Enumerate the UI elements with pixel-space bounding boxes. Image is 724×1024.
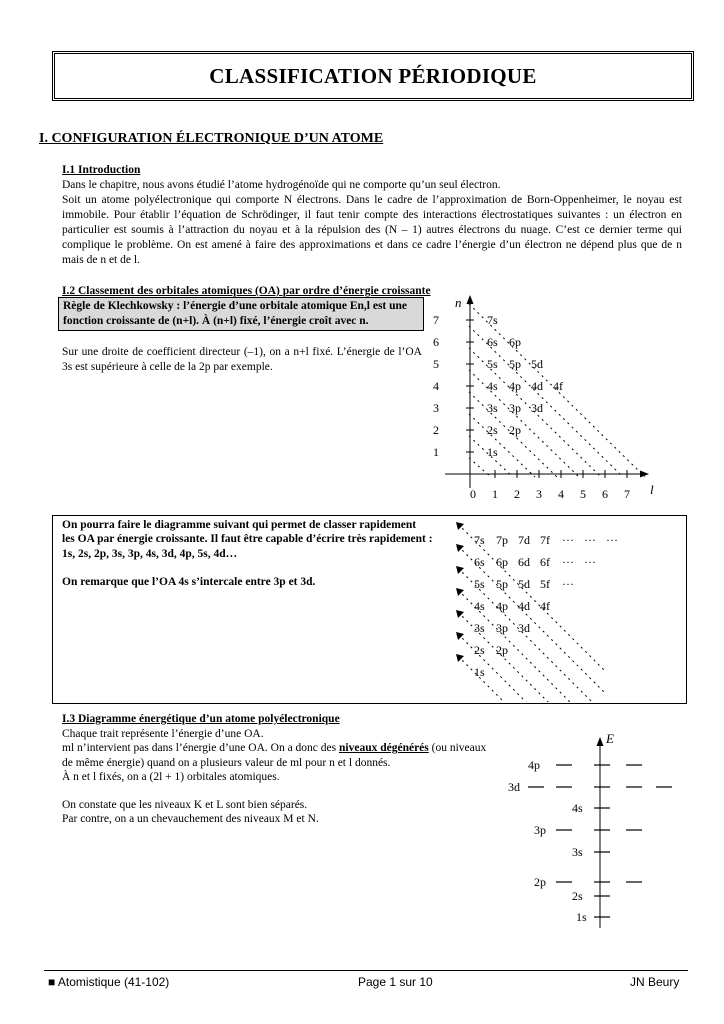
orbital-label: 5d [518, 577, 530, 591]
orbital-label: 3s [487, 401, 498, 415]
l-tick-label: 7 [624, 487, 630, 501]
orbital-label: 4f [540, 599, 550, 613]
orbital-label: 6p [496, 555, 508, 569]
n-tick-label: 6 [433, 335, 439, 349]
orbital-label: 2p [509, 423, 521, 437]
diagonal-line [469, 436, 513, 477]
orbital-label: 1s [474, 665, 485, 679]
degenerate-levels-term: niveaux dégénérés [339, 742, 429, 754]
orbital-label: ··· [584, 555, 596, 569]
box-line2: les OA par énergie croissante. Il faut être capable d’écrire très rapidement : [62, 533, 433, 545]
klechkowsky-rule: Règle de Klechkowsky : l’énergie d’une orbitale atomique En,l est une fonction croissante de (n+l). À (n+l) fixé, l’énergie croît avec n. [58, 297, 424, 331]
orbital-label: 4d [518, 599, 530, 613]
l-tick-label: 0 [470, 487, 476, 501]
n-tick-label: 7 [433, 313, 439, 327]
level-label: 3p [534, 823, 546, 837]
orbital-label: 7s [474, 533, 485, 547]
orbital-label: ··· [584, 533, 596, 547]
footer-author: JN Beury [630, 975, 680, 989]
orbital-label: 6d [518, 555, 530, 569]
orbital-label: 4s [474, 599, 485, 613]
title-frame [52, 51, 694, 101]
orbital-label: 3s [474, 621, 485, 635]
orbital-label: 4d [531, 379, 543, 393]
diagramme-line2-a: ml n’intervient pas dans l’énergie d’une OA. On a donc des [62, 742, 337, 754]
orbital-label: 3p [496, 621, 508, 635]
orbital-label: 6p [509, 335, 521, 349]
l-tick-label: 3 [536, 487, 542, 501]
l-tick-label: 1 [492, 487, 498, 501]
level-label: 2p [534, 875, 546, 889]
orbital-label: 5d [531, 357, 543, 371]
box-line3: 1s, 2s, 2p, 3s, 3p, 4s, 3d, 4p, 5s, 4d… [62, 548, 238, 560]
diagramme-line1: Chaque trait représente l’énergie d’une OA. [62, 728, 264, 740]
orbital-label: ··· [606, 533, 618, 547]
classement-text: Sur une droite de coefficient directeur (–1), on a n+l fixé. L’énergie de l’OA 3s est supérieure à celle de la 2p par exemple. [62, 346, 422, 373]
n-tick-label: 4 [433, 379, 439, 393]
orbital-label: 4f [553, 379, 563, 393]
n-tick-label: 3 [433, 401, 439, 415]
energy-diagram [500, 728, 680, 930]
orbital-label: ··· [562, 577, 574, 591]
level-label: 2s [572, 889, 583, 903]
orbital-label: 3d [518, 621, 530, 635]
level-label: 3s [572, 845, 583, 859]
orbital-label: 7f [540, 533, 550, 547]
n-axis-label: n [455, 295, 462, 310]
level-label: 3d [508, 780, 520, 794]
orbital-label: 5s [487, 357, 498, 371]
box-line1: On pourra faire le diagramme suivant qui permet de classer rapidement [62, 519, 417, 531]
l-tick-label: 4 [558, 487, 564, 501]
l-axis-label: l [650, 482, 654, 497]
orbital-label: 6s [487, 335, 498, 349]
section-heading: I. CONFIGURATION ÉLECTRONIQUE D’UN ATOME [39, 131, 384, 146]
orbital-label: ··· [562, 555, 574, 569]
intro-paragraph: Soit un atome polyélectronique qui comporte N électrons. Dans le cadre de l’approximation de Born-Oppenheimer, le noyau est immobile. Pour établir l’équation de Schrödinger, il faut tenir compte des interactions électrostatiques suivantes : un électron en particulier est soumis à l’attraction du noyau et à la répulsion des (N – 1) autres électrons du nuage. C’est ce dernier terme qui complique le problème. On est amené à faire des approximations et dans ce cadre l’énergie d’un électron ne dépend plus que de n mais de n et de l. [62, 194, 682, 266]
level-label: 4s [572, 801, 583, 815]
intro-heading: I.1 Introduction [62, 164, 141, 176]
level-label: 4p [528, 758, 540, 772]
diagramme-heading: I.3 Diagramme énergétique d’un atome polyélectronique [62, 713, 340, 725]
page-title: CLASSIFICATION PÉRIODIQUE [209, 63, 537, 88]
orbital-label: 1s [487, 445, 498, 459]
orbital-label: 2s [474, 643, 485, 657]
orbital-label: 6s [474, 555, 485, 569]
filling-order-diagram [450, 518, 686, 702]
classement-heading: I.2 Classement des orbitales atomiques (OA) par ordre d’énergie croissante [62, 285, 431, 297]
klechkowsky-graph [425, 293, 675, 503]
l-tick-label: 2 [514, 487, 520, 501]
intro-line1: Dans le chapitre, nous avons étudié l’atome hydrogénoïde qui ne comporte qu’un seul électron. [62, 179, 501, 191]
diagramme-line2-c: (ou niveaux de même énergie) quand on a plusieurs valeur de ml pour n et l donnés. [62, 742, 487, 769]
orbital-label: 4s [487, 379, 498, 393]
orbital-label: 5p [496, 577, 508, 591]
l-tick-label: 5 [580, 487, 586, 501]
footer-left: ■ Atomistique (41-102) [48, 975, 170, 989]
orbital-label: 2p [496, 643, 508, 657]
orbital-label: 3d [531, 401, 543, 415]
orbital-label: 7p [496, 533, 508, 547]
orbital-label: 3p [509, 401, 521, 415]
orbital-label: 4p [496, 599, 508, 613]
diagramme-line4: On constate que les niveaux K et L sont bien séparés. [62, 799, 308, 811]
orbital-label: 5f [540, 577, 550, 591]
orbital-label: 7s [487, 313, 498, 327]
orbital-label: 4p [509, 379, 521, 393]
footer-rule [44, 970, 688, 971]
level-label: 1s [576, 910, 587, 924]
l-tick-label: 6 [602, 487, 608, 501]
diagramme-line5: Par contre, on a un chevauchement des niveaux M et N. [62, 813, 319, 825]
box-line4: On remarque que l’OA 4s s’intercale entre 3p et 3d. [62, 576, 316, 588]
energy-axis-label: E [606, 731, 614, 746]
orbital-label: 6f [540, 555, 550, 569]
n-tick-label: 2 [433, 423, 439, 437]
orbital-label: ··· [562, 533, 574, 547]
orbital-label: 5s [474, 577, 485, 591]
diagramme-line3: À n et l fixés, on a (2l + 1) orbitales atomiques. [62, 771, 280, 783]
orbital-label: 7d [518, 533, 530, 547]
orbital-label: 2s [487, 423, 498, 437]
n-tick-label: 5 [433, 357, 439, 371]
footer-page: Page 1 sur 10 [358, 975, 433, 989]
diagramme-line2 [62, 741, 498, 771]
orbital-label: 5p [509, 357, 521, 371]
n-tick-label: 1 [433, 445, 439, 459]
